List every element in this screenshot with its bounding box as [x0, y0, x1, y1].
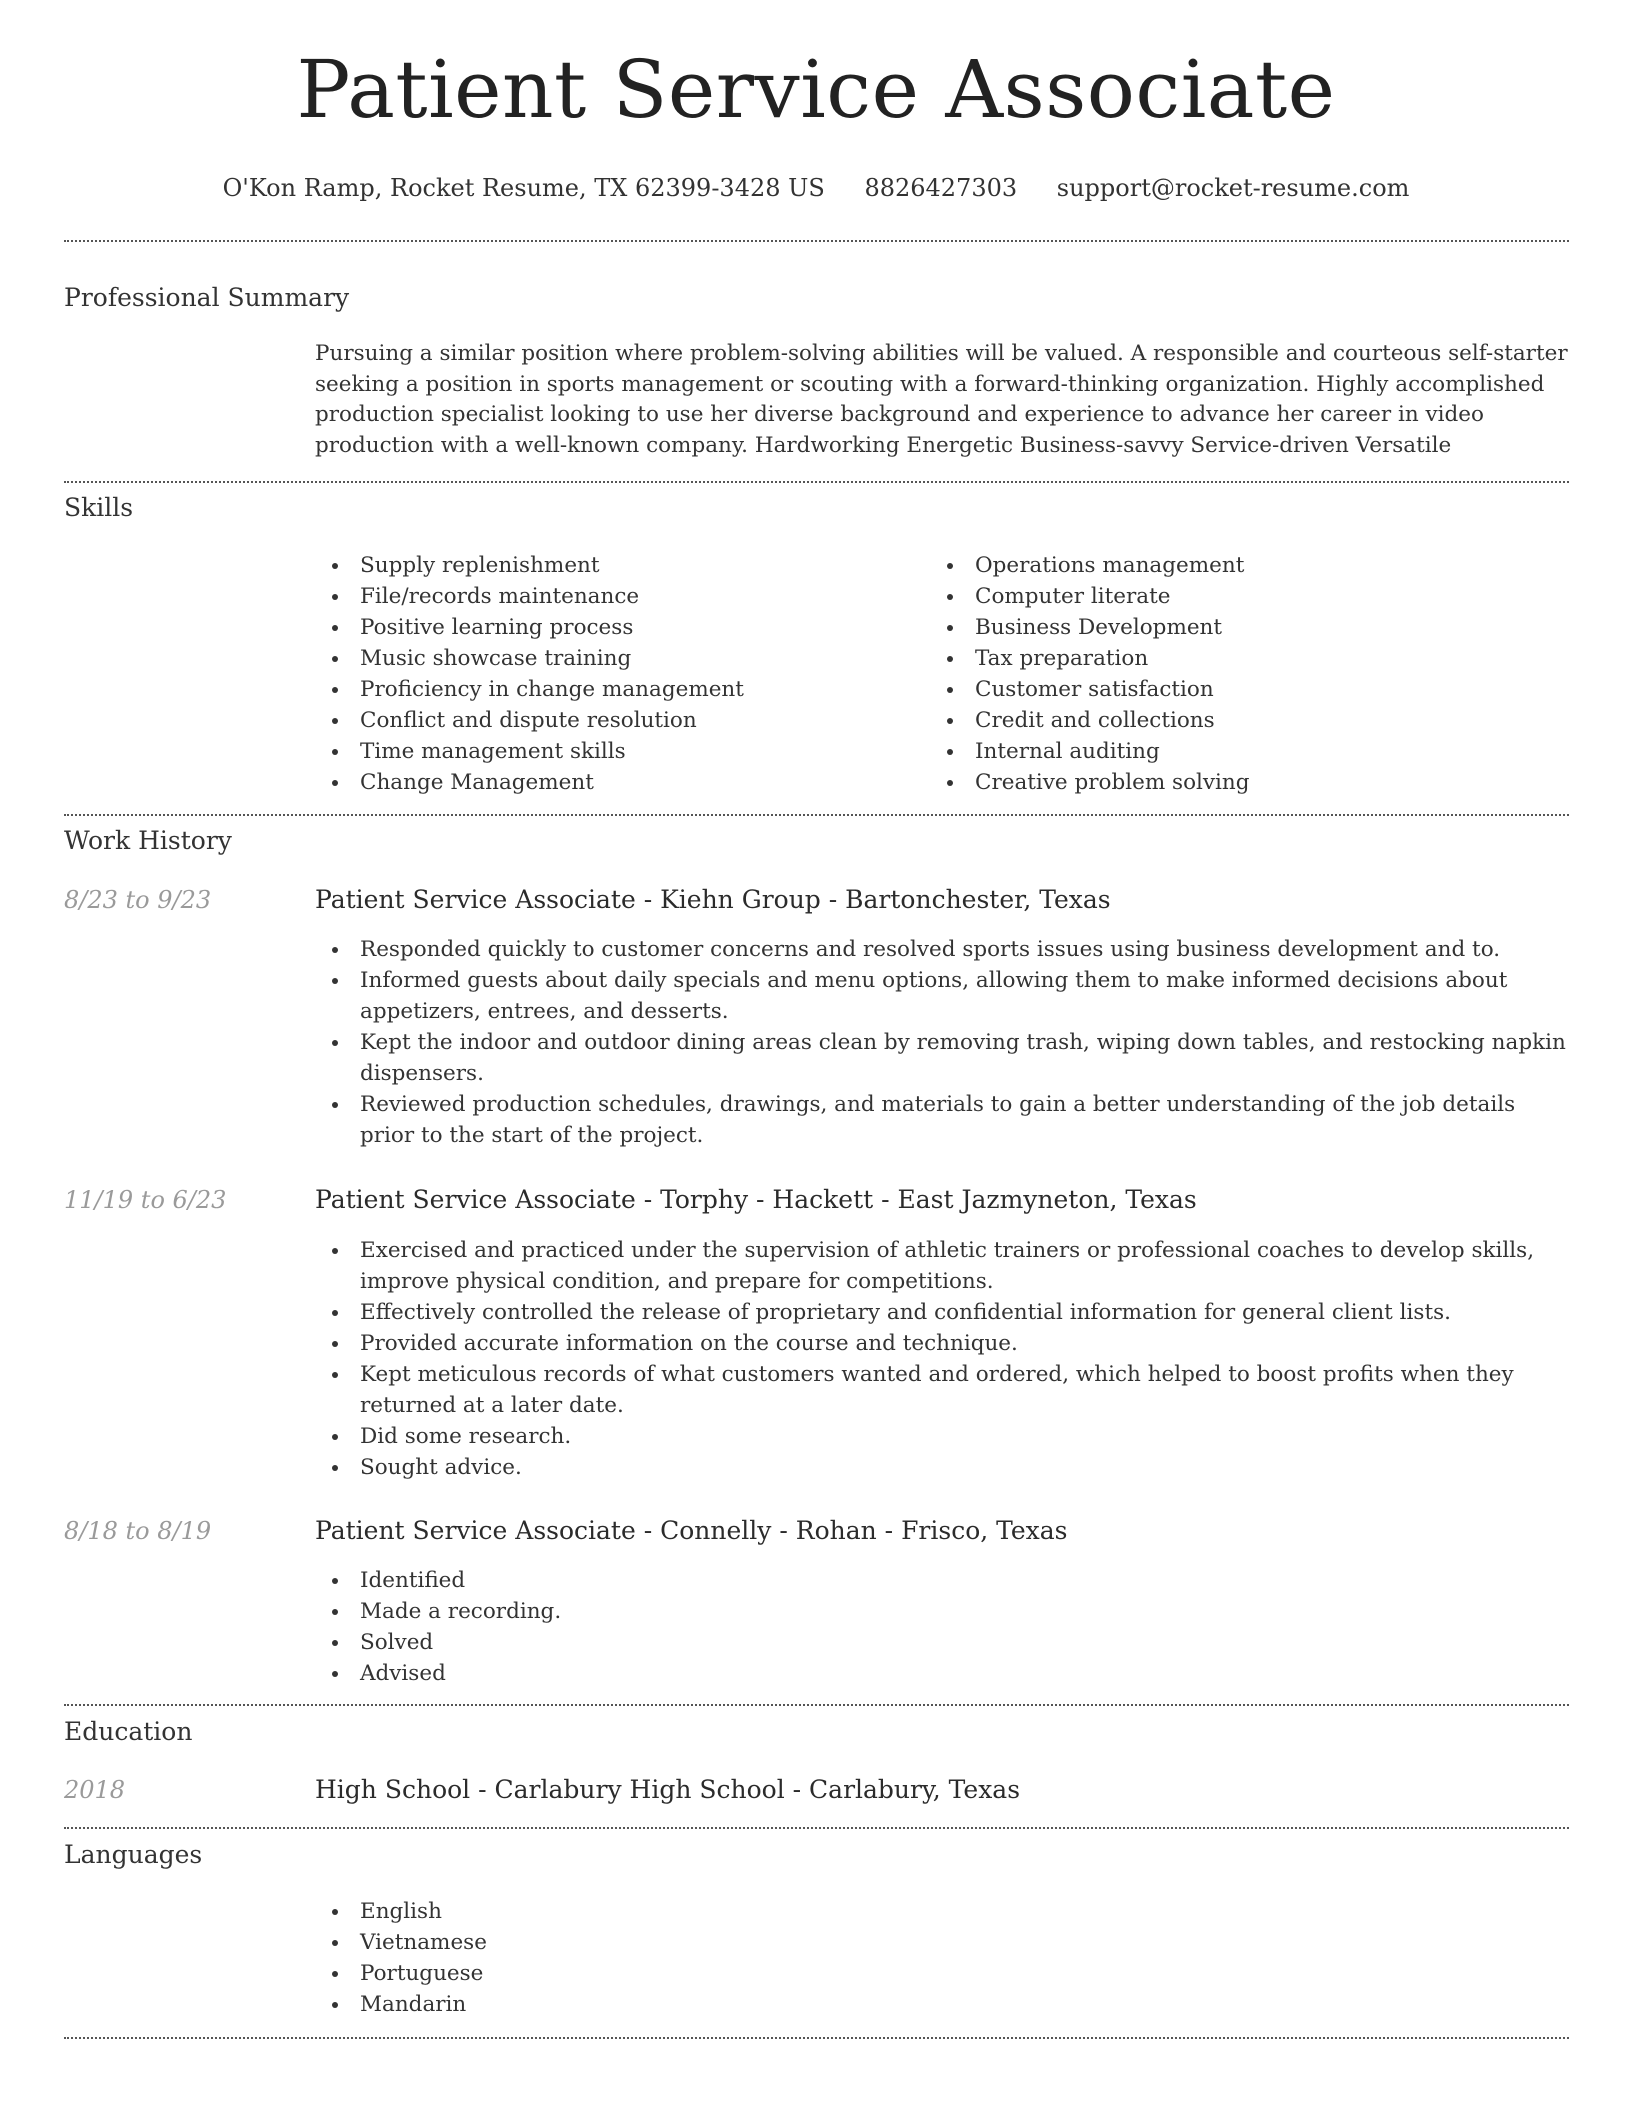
skill-item: Change Management	[315, 767, 915, 798]
language-item: Vietnamese	[315, 1927, 915, 1958]
contact-line	[0, 174, 1632, 202]
skill-item: File/records maintenance	[315, 581, 915, 612]
email[interactable]: support@rocket-resume.com	[1056, 174, 1410, 202]
skill-item: Conflict and dispute resolution	[315, 705, 915, 736]
education-entry: High School - Carlabury High School - Carlabury, Texas	[315, 1775, 1021, 1804]
languages-list	[315, 1896, 915, 2020]
resume-title: Patient Service Associate	[296, 43, 1336, 136]
language-item: Portuguese	[315, 1958, 915, 1989]
language-item: Mandarin	[315, 1989, 915, 2020]
job-dates: 8/23 to 9/23	[64, 886, 212, 914]
job-title: Patient Service Associate - Kiehn Group - Bartonchester, Texas	[315, 885, 1111, 914]
job-bullet: Kept the indoor and outdoor dining areas clean by removing trash, wiping down tables, and restocking napkin dispensers.	[315, 1027, 1569, 1089]
skill-item: Supply replenishment	[315, 550, 915, 581]
skill-item: Computer literate	[930, 581, 1530, 612]
job-title: Patient Service Associate - Torphy - Hackett - East Jazmyneton, Texas	[315, 1185, 1197, 1214]
job-bullet: Reviewed production schedules, drawings, and materials to gain a better understanding of the job details prior to the start of the project.	[315, 1089, 1569, 1151]
job-bullet: Effectively controlled the release of proprietary and confidential information for general client lists.	[315, 1297, 1569, 1328]
section-heading-education: Education	[64, 1717, 193, 1746]
section-heading-languages: Languages	[64, 1840, 203, 1869]
education-year: 2018	[64, 1776, 126, 1804]
section-heading-skills: Skills	[64, 493, 134, 522]
summary-text: Pursuing a similar position where problem-solving abilities will be valued. A responsible and courteous self-starter seeking a position in sports management or scouting with a forward-thinking organization. Highly accomplished production specialist looking to use her diverse background and experience to advance her career in video production with a well-known company. Hardworking Energetic Business-savvy Service-driven Versatile	[315, 341, 1568, 458]
job-bullet: Solved	[315, 1627, 1569, 1658]
job-bullet: Kept meticulous records of what customers wanted and ordered, which helped to boost profits when they returned at a later date.	[315, 1359, 1569, 1421]
divider	[64, 1827, 1569, 1829]
skill-item: Positive learning process	[315, 612, 915, 643]
divider	[64, 1704, 1569, 1706]
skill-item: Proficiency in change management	[315, 674, 915, 705]
skill-item: Creative problem solving	[930, 767, 1530, 798]
skill-item: Time management skills	[315, 736, 915, 767]
job-bullet: Exercised and practiced under the supervision of athletic trainers or professional coaches to develop skills, improve physical condition, and prepare for competitions.	[315, 1235, 1569, 1297]
skills-list-left	[315, 550, 915, 798]
job-bullet: Identified	[315, 1565, 1569, 1596]
divider	[64, 481, 1569, 483]
job-bullets	[315, 1565, 1569, 1689]
skill-item: Internal auditing	[930, 736, 1530, 767]
address: O'Kon Ramp, Rocket Resume, TX 62399-3428 US	[222, 174, 825, 202]
skill-item: Customer satisfaction	[930, 674, 1530, 705]
job-bullets	[315, 1235, 1569, 1483]
job-bullet: Responded quickly to customer concerns and resolved sports issues using business development and to.	[315, 934, 1569, 965]
section-heading-summary: Professional Summary	[64, 283, 350, 312]
job-bullet: Made a recording.	[315, 1596, 1569, 1627]
skill-item: Business Development	[930, 612, 1530, 643]
language-item: English	[315, 1896, 915, 1927]
skill-item: Credit and collections	[930, 705, 1530, 736]
job-dates: 8/18 to 8/19	[64, 1517, 212, 1545]
skill-item: Tax preparation	[930, 643, 1530, 674]
section-heading-work: Work History	[64, 826, 232, 855]
skill-item: Music showcase training	[315, 643, 915, 674]
divider	[64, 2037, 1569, 2039]
job-bullet: Advised	[315, 1658, 1569, 1689]
job-bullet: Did some research.	[315, 1421, 1569, 1452]
job-bullet: Informed guests about daily specials and menu options, allowing them to make informed decisions about appetizers, entrees, and desserts.	[315, 965, 1569, 1027]
phone: 8826427303	[864, 174, 1018, 202]
divider	[64, 814, 1569, 816]
job-bullet: Sought advice.	[315, 1452, 1569, 1483]
job-dates: 11/19 to 6/23	[64, 1186, 227, 1214]
job-title: Patient Service Associate - Connelly - Rohan - Frisco, Texas	[315, 1516, 1068, 1545]
job-bullets	[315, 934, 1569, 1151]
divider	[64, 240, 1569, 242]
job-bullet: Provided accurate information on the course and technique.	[315, 1328, 1569, 1359]
skills-list-right	[930, 550, 1530, 798]
skill-item: Operations management	[930, 550, 1530, 581]
